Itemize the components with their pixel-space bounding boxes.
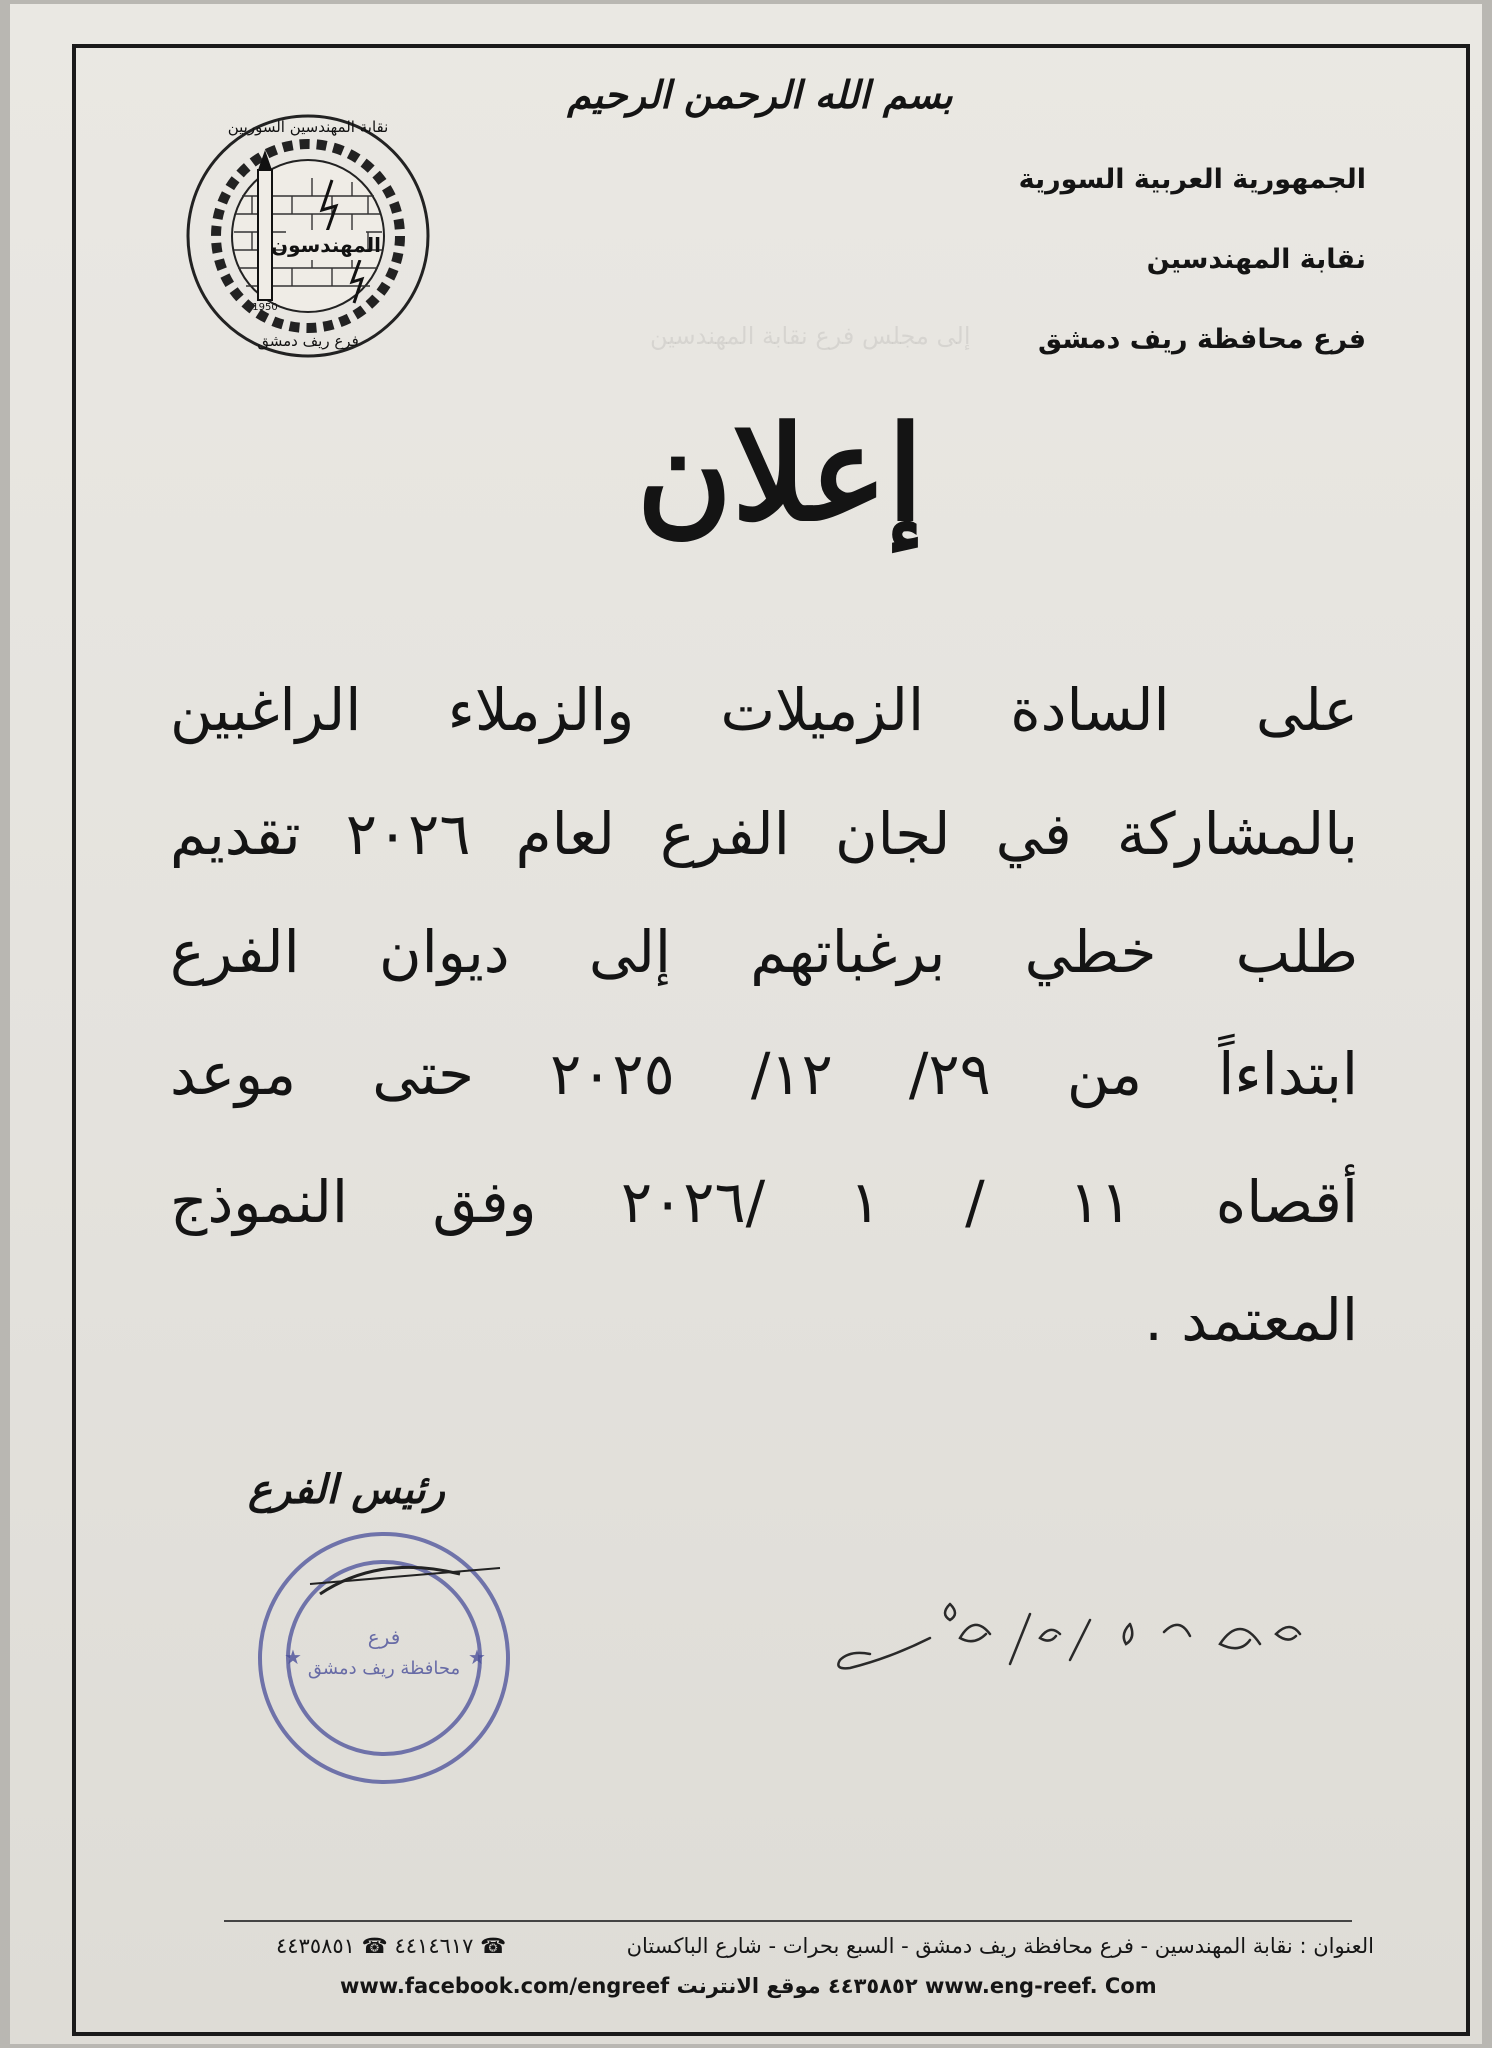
svg-text:محافظة ريف دمشق: محافظة ريف دمشق [307, 1658, 461, 1679]
logo-year: 1950 [252, 302, 278, 313]
announcement-title: إعلان [636, 397, 924, 550]
footer-web: www.facebook.com/engreef ٤٤٣٥٨٥٢ موقع الانترنت www.eng-reef. Com [340, 1974, 1157, 1998]
body-line-2: بالمشاركة في لجان الفرع لعام ٢٠٢٦ تقديم [170, 800, 1359, 868]
syndicate-name: نقابة المهندسين [1146, 244, 1366, 275]
logo-ring-text: نقابة المهندسين السوريين [227, 118, 389, 136]
branch-name: فرع محافظة ريف دمشق [1037, 324, 1366, 355]
footer-divider [224, 1920, 1352, 1922]
official-stamp [250, 1524, 518, 1792]
svg-text:فرع: فرع [367, 1625, 401, 1649]
svg-text:★: ★ [284, 1645, 302, 1669]
body-line-5: أقصاه ١١ / ١ /٢٠٢٦ وفق النموذج [170, 1168, 1358, 1236]
body-line-6: المعتمد . [1144, 1286, 1358, 1354]
bleed-through-text: إلى مجلس فرع نقابة المهندسين [650, 322, 971, 350]
signatory-title: رئيس الفرع [248, 1466, 445, 1513]
basmala: بسم الله الرحمن الرحيم [567, 72, 953, 117]
syndicate-logo [182, 110, 434, 362]
body-line-4: ابتداءاً من ٢٩/ ١٢/ ٢٠٢٥ حتى موعد [170, 1040, 1358, 1108]
logo-bottom-text: فرع ريف دمشق [257, 332, 359, 350]
footer-phones: ٤٤١٤٦١٧ ☎ ٤٤٣٥٨٥١ ☎ [276, 1934, 507, 1958]
logo-center-text: المهندسون [271, 233, 381, 257]
body-line-3: طلب خطي برغباتهم إلى ديوان الفرع [170, 918, 1358, 986]
body-line-1: على السادة الزميلات والزملاء الراغبين [170, 676, 1358, 744]
handwritten-date [830, 1574, 1330, 1694]
document-page [10, 4, 1482, 2044]
country-name: الجمهورية العربية السورية [1018, 164, 1366, 195]
footer-address: العنوان : نقابة المهندسين - فرع محافظة ريف دمشق - السبع بحرات - شارع الباكستان [626, 1934, 1374, 1958]
svg-text:★: ★ [468, 1645, 486, 1669]
